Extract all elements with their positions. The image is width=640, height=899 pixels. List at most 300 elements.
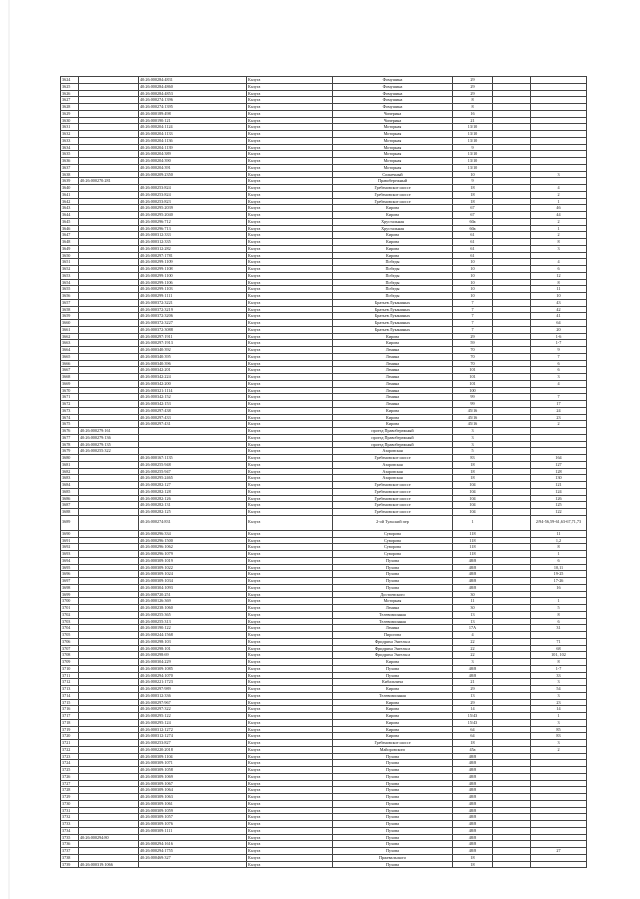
flat-cell — [531, 158, 587, 165]
cadastral-number-cell: 40:26:000167:1135 — [139, 455, 247, 462]
land-cadastral-cell — [79, 632, 139, 639]
house-cell: 18 — [453, 740, 493, 747]
house-cell: 48/8 — [453, 807, 493, 814]
row-number-cell: 3710 — [61, 665, 79, 672]
land-cadastral-cell — [79, 306, 139, 313]
city-cell: Калуга — [247, 225, 333, 232]
land-cadastral-cell — [79, 807, 139, 814]
city-cell: Калуга — [247, 353, 333, 360]
land-cadastral-cell — [79, 353, 139, 360]
city-cell: Калуга — [247, 726, 333, 733]
table-row — [61, 90, 587, 97]
flat-cell: 3 — [531, 245, 587, 252]
row-number-cell: 3715 — [61, 699, 79, 706]
land-cadastral-cell — [79, 104, 139, 111]
house-cell: 13 — [453, 611, 493, 618]
land-cadastral-cell — [79, 421, 139, 428]
flat-cell — [531, 591, 587, 598]
flat-cell: 17 — [531, 401, 587, 408]
blank-cell — [493, 164, 531, 171]
street-cell: Гребеновское шоссе — [333, 185, 453, 192]
table-row — [61, 706, 587, 713]
house-cell: 10 — [453, 293, 493, 300]
blank-cell — [493, 313, 531, 320]
table-row — [61, 259, 587, 266]
cadastral-number-cell: 40:26:000342:152 — [139, 394, 247, 401]
city-cell: Калуга — [247, 699, 333, 706]
house-cell: 48/8 — [453, 800, 493, 807]
street-cell: Пухова — [333, 753, 453, 760]
blank-cell — [493, 488, 531, 495]
flat-cell: 3 — [531, 719, 587, 726]
street-cell: Телевизионная — [333, 611, 453, 618]
table-row — [61, 509, 587, 516]
cadastral-number-cell: 40:26:000312:1272 — [139, 726, 247, 733]
blank-cell — [493, 672, 531, 679]
land-cadastral-cell — [79, 320, 139, 327]
blank-cell — [493, 90, 531, 97]
row-number-cell: 3647 — [61, 232, 79, 239]
land-cadastral-cell — [79, 551, 139, 558]
table-row — [61, 814, 587, 821]
row-number-cell: 3664 — [61, 347, 79, 354]
street-cell: Моторная — [333, 158, 453, 165]
house-cell: 48/8 — [453, 827, 493, 834]
city-cell: Калуга — [247, 753, 333, 760]
table-row — [61, 151, 587, 158]
street-cell: Ленина — [333, 387, 453, 394]
cadastral-number-cell: 40:26:000295:124 — [139, 719, 247, 726]
row-number-cell: 3684 — [61, 482, 79, 489]
house-cell: 99 — [453, 401, 493, 408]
blank-cell — [493, 205, 531, 212]
blank-cell — [493, 266, 531, 273]
blank-cell — [493, 706, 531, 713]
street-cell: Фомушина — [333, 104, 453, 111]
house-cell: 18 — [453, 191, 493, 198]
house-cell: 15/43 — [453, 713, 493, 720]
blank-cell — [493, 564, 531, 571]
cadastral-number-cell: 40:26:000309:1024 — [139, 571, 247, 578]
table-row — [61, 239, 587, 246]
flat-cell: 4 — [531, 185, 587, 192]
city-cell: Калуга — [247, 605, 333, 612]
flat-cell: 1 — [531, 198, 587, 205]
street-cell: Пухова — [333, 841, 453, 848]
house-cell: 60а — [453, 225, 493, 232]
table-row — [61, 488, 587, 495]
table-row — [61, 571, 587, 578]
land-cadastral-cell — [79, 340, 139, 347]
blank-cell — [493, 394, 531, 401]
house-cell: 7 — [453, 320, 493, 327]
house-cell: 29 — [453, 90, 493, 97]
flat-cell — [531, 124, 587, 131]
street-cell: Фомушина — [333, 77, 453, 84]
table-row — [61, 686, 587, 693]
land-cadastral-cell — [79, 502, 139, 509]
flat-cell: 23 — [531, 699, 587, 706]
land-cadastral-cell — [79, 468, 139, 475]
city-cell: Калуга — [247, 544, 333, 551]
cadastral-number-cell: 40:26:000297:322 — [139, 706, 247, 713]
table-row — [61, 794, 587, 801]
flat-cell: 68 — [531, 645, 587, 652]
cadastral-number-cell: 40:26:000720:251 — [139, 591, 247, 598]
table-row — [61, 347, 587, 354]
cadastral-number-cell: 40:26:000255:947 — [139, 468, 247, 475]
table-row — [61, 198, 587, 205]
land-cadastral-cell — [79, 191, 139, 198]
city-cell: Калуга — [247, 266, 333, 273]
house-cell: 101 — [453, 367, 493, 374]
house-cell: 70 — [453, 353, 493, 360]
street-cell: Кибальчича — [333, 679, 453, 686]
house-cell: 3 — [453, 434, 493, 441]
street-cell: Азаровская — [333, 448, 453, 455]
flat-cell: 43 — [531, 299, 587, 306]
city-cell: Калуга — [247, 672, 333, 679]
land-cadastral-cell — [79, 272, 139, 279]
house-cell: 9 — [453, 178, 493, 185]
city-cell: Калуга — [247, 326, 333, 333]
land-cadastral-cell — [79, 333, 139, 340]
city-cell: Калуга — [247, 232, 333, 239]
flat-cell: 27 — [531, 848, 587, 855]
blank-cell — [493, 299, 531, 306]
cadastral-number-cell: 40:26:000253:823 — [139, 198, 247, 205]
city-cell: Калуга — [247, 848, 333, 855]
house-cell: 70 — [453, 347, 493, 354]
house-cell: 118 — [453, 551, 493, 558]
flat-cell: 8 — [531, 611, 587, 618]
street-cell: 2-ой Тульский пер — [333, 515, 453, 530]
cadastral-number-cell: 40:26:000309:1067 — [139, 780, 247, 787]
flat-cell: 5 — [531, 605, 587, 612]
row-number-cell: 3636 — [61, 158, 79, 165]
table-row — [61, 367, 587, 374]
land-cadastral-cell — [79, 279, 139, 286]
flat-cell: 1 — [531, 551, 587, 558]
row-number-cell: 3681 — [61, 461, 79, 468]
street-cell: Кирова — [333, 239, 453, 246]
row-number-cell: 3673 — [61, 407, 79, 414]
house-cell: 99 — [453, 394, 493, 401]
cadastral-number-cell — [139, 178, 247, 185]
table-row — [61, 679, 587, 686]
house-cell: 10 — [453, 279, 493, 286]
cadastral-number-cell: 40:26:000299:1108 — [139, 266, 247, 273]
row-number-cell: 3726 — [61, 773, 79, 780]
house-cell: 22 — [453, 638, 493, 645]
flat-cell: 6 — [531, 557, 587, 564]
cadastral-number-cell: 40:26:000297:1781 — [139, 252, 247, 259]
table-row — [61, 482, 587, 489]
street-cell: Кирова — [333, 232, 453, 239]
land-cadastral-cell — [79, 131, 139, 138]
cadastral-number-cell: 40:26:000309:1061 — [139, 800, 247, 807]
city-cell: Калуга — [247, 665, 333, 672]
row-number-cell: 3729 — [61, 794, 79, 801]
city-cell: Калуга — [247, 97, 333, 104]
land-cadastral-cell: 40:26:000294:80 — [79, 834, 139, 841]
table-row — [61, 515, 587, 530]
cadastral-number-cell: 40:26:000309:1076 — [139, 821, 247, 828]
row-number-cell: 3680 — [61, 455, 79, 462]
street-cell: Майоровского — [333, 746, 453, 753]
flat-cell: 6 — [531, 618, 587, 625]
table-row — [61, 380, 587, 387]
city-cell: Калуга — [247, 164, 333, 171]
land-cadastral-cell — [79, 97, 139, 104]
house-cell: 67 — [453, 212, 493, 219]
land-cadastral-cell — [79, 360, 139, 367]
flat-cell: 2 — [531, 746, 587, 753]
blank-cell — [493, 632, 531, 639]
flat-cell: 11 — [531, 530, 587, 537]
land-cadastral-cell — [79, 591, 139, 598]
row-number-cell: 3717 — [61, 713, 79, 720]
city-cell: Калуга — [247, 611, 333, 618]
blank-cell — [493, 686, 531, 693]
street-cell: Пухова — [333, 821, 453, 828]
street-cell: Пухова — [333, 584, 453, 591]
street-cell: Достоевского — [333, 591, 453, 598]
row-number-cell: 3736 — [61, 841, 79, 848]
land-cadastral-cell — [79, 679, 139, 686]
blank-cell — [493, 551, 531, 558]
flat-cell: 4 — [531, 259, 587, 266]
land-cadastral-cell — [79, 719, 139, 726]
table-row — [61, 407, 587, 414]
blank-cell — [493, 347, 531, 354]
house-cell: 48/8 — [453, 834, 493, 841]
flat-cell — [531, 83, 587, 90]
street-cell: проезд Правобережный — [333, 428, 453, 435]
house-cell: 13/10 — [453, 151, 493, 158]
table-row — [61, 618, 587, 625]
flat-cell: 64 — [531, 320, 587, 327]
street-cell: проезд Правобережный — [333, 441, 453, 448]
street-cell: Ленина — [333, 367, 453, 374]
cadastral-number-cell: 40:26:000297:989 — [139, 686, 247, 693]
land-cadastral-cell: 40:26:000255:322 — [79, 448, 139, 455]
row-number-cell: 3625 — [61, 83, 79, 90]
flat-cell — [531, 131, 587, 138]
table-row — [61, 421, 587, 428]
street-cell: Фомушина — [333, 83, 453, 90]
table-row — [61, 557, 587, 564]
flat-cell — [531, 434, 587, 441]
flat-cell: 20 — [531, 326, 587, 333]
row-number-cell: 3661 — [61, 326, 79, 333]
house-cell: 60а — [453, 218, 493, 225]
land-cadastral-cell — [79, 137, 139, 144]
flat-cell: 9 — [531, 347, 587, 354]
house-cell: 4 — [453, 632, 493, 639]
street-cell: Ленина — [333, 374, 453, 381]
flat-cell — [531, 827, 587, 834]
flat-cell: 23 — [531, 414, 587, 421]
blank-cell — [493, 104, 531, 111]
cadastral-number-cell: 40:26:000282:128 — [139, 488, 247, 495]
house-cell: 22 — [453, 652, 493, 659]
cadastral-number-cell: 40:26:000296:712 — [139, 218, 247, 225]
table-row — [61, 353, 587, 360]
blank-cell — [493, 482, 531, 489]
city-cell: Калуга — [247, 428, 333, 435]
house-cell: 48/8 — [453, 578, 493, 585]
street-cell: Пухова — [333, 564, 453, 571]
city-cell: Калуга — [247, 441, 333, 448]
blank-cell — [493, 131, 531, 138]
land-cadastral-cell — [79, 110, 139, 117]
street-cell: Ленина — [333, 394, 453, 401]
street-cell: Пухова — [333, 848, 453, 855]
blank-cell — [493, 638, 531, 645]
row-number-cell: 3712 — [61, 679, 79, 686]
street-cell: Пухова — [333, 827, 453, 834]
street-cell: Кирова — [333, 726, 453, 733]
cadastral-number-cell: 40:26:000220:2018 — [139, 746, 247, 753]
city-cell: Калуга — [247, 564, 333, 571]
row-number-cell: 3657 — [61, 299, 79, 306]
row-number-cell: 3666 — [61, 360, 79, 367]
city-cell: Калуга — [247, 537, 333, 544]
blank-cell — [493, 380, 531, 387]
city-cell: Калуга — [247, 313, 333, 320]
city-cell: Калуга — [247, 259, 333, 266]
flat-cell — [531, 773, 587, 780]
row-number-cell: 3629 — [61, 110, 79, 117]
table-row — [61, 773, 587, 780]
blank-cell — [493, 605, 531, 612]
land-cadastral-cell — [79, 537, 139, 544]
blank-cell — [493, 509, 531, 516]
city-cell: Калуга — [247, 598, 333, 605]
table-row — [61, 212, 587, 219]
blank-cell — [493, 665, 531, 672]
flat-cell: 16 — [531, 584, 587, 591]
house-cell: 7 — [453, 326, 493, 333]
house-cell: 18 — [453, 468, 493, 475]
row-number-cell: 3626 — [61, 90, 79, 97]
land-cadastral-cell — [79, 245, 139, 252]
cadastral-number-cell: 40:26:000298:69 — [139, 652, 247, 659]
street-cell: Моторная — [333, 137, 453, 144]
land-cadastral-cell — [79, 611, 139, 618]
table-row — [61, 387, 587, 394]
table-row — [61, 753, 587, 760]
street-cell: Ленина — [333, 347, 453, 354]
row-number-cell: 3689 — [61, 515, 79, 530]
land-cadastral-cell — [79, 659, 139, 666]
table-row — [61, 800, 587, 807]
row-number-cell: 3660 — [61, 320, 79, 327]
table-row — [61, 740, 587, 747]
blank-cell — [493, 137, 531, 144]
street-cell: Правобережный — [333, 178, 453, 185]
city-cell: Калуга — [247, 286, 333, 293]
city-cell: Калуга — [247, 584, 333, 591]
land-cadastral-cell — [79, 672, 139, 679]
cadastral-number-cell: 40:26:000298:103 — [139, 638, 247, 645]
cadastral-number-cell — [139, 441, 247, 448]
city-cell: Калуга — [247, 455, 333, 462]
street-cell: проезд Правобережный — [333, 434, 453, 441]
house-cell: 18 — [453, 861, 493, 868]
city-cell: Калуга — [247, 625, 333, 632]
land-cadastral-cell — [79, 638, 139, 645]
street-cell: Кирова — [333, 719, 453, 726]
house-cell: 8 — [453, 97, 493, 104]
land-cadastral-cell — [79, 380, 139, 387]
blank-cell — [493, 360, 531, 367]
blank-cell — [493, 821, 531, 828]
city-cell: Калуга — [247, 293, 333, 300]
cadastral-number-cell: 40:26:000204:1139 — [139, 144, 247, 151]
cadastral-number-cell — [139, 434, 247, 441]
street-cell: Победы — [333, 266, 453, 273]
cadastral-number-cell: 40:26:000295:2465 — [139, 475, 247, 482]
flat-cell: 130 — [531, 475, 587, 482]
house-cell: 100 — [453, 387, 493, 394]
land-cadastral-cell — [79, 239, 139, 246]
blank-cell — [493, 232, 531, 239]
city-cell: Калуга — [247, 239, 333, 246]
blank-cell — [493, 557, 531, 564]
land-cadastral-cell — [79, 699, 139, 706]
city-cell: Калуга — [247, 387, 333, 394]
cadastral-number-cell: 40:26:000372:3227 — [139, 320, 247, 327]
row-number-cell: 3730 — [61, 800, 79, 807]
cadastral-number-cell: 40:26:000297:1913 — [139, 340, 247, 347]
row-number-cell: 3651 — [61, 259, 79, 266]
land-cadastral-cell — [79, 584, 139, 591]
house-cell: 61 — [453, 239, 493, 246]
street-cell: Кирова — [333, 659, 453, 666]
city-cell: Калуга — [247, 407, 333, 414]
land-cadastral-cell — [79, 151, 139, 158]
city-cell: Калуга — [247, 306, 333, 313]
row-number-cell: 3707 — [61, 645, 79, 652]
house-cell: 59 — [453, 340, 493, 347]
blank-cell — [493, 185, 531, 192]
city-cell: Калуга — [247, 733, 333, 740]
row-number-cell: 3731 — [61, 807, 79, 814]
house-cell: 10 — [453, 259, 493, 266]
flat-cell — [531, 807, 587, 814]
blank-cell — [493, 434, 531, 441]
city-cell: Калуга — [247, 787, 333, 794]
house-cell: 22 — [453, 645, 493, 652]
blank-cell — [493, 387, 531, 394]
blank-cell — [493, 537, 531, 544]
blank-cell — [493, 97, 531, 104]
house-cell: 118 — [453, 544, 493, 551]
house-cell: 11 — [453, 598, 493, 605]
house-cell: 18 — [453, 198, 493, 205]
house-cell: 61 — [453, 252, 493, 259]
house-cell: 13 — [453, 692, 493, 699]
land-cadastral-cell — [79, 848, 139, 855]
cadastral-number-cell: 40:26:000340:395 — [139, 353, 247, 360]
flat-cell — [531, 428, 587, 435]
row-number-cell: 3727 — [61, 780, 79, 787]
house-cell: 83 — [453, 455, 493, 462]
row-number-cell: 3643 — [61, 205, 79, 212]
city-cell: Калуга — [247, 468, 333, 475]
